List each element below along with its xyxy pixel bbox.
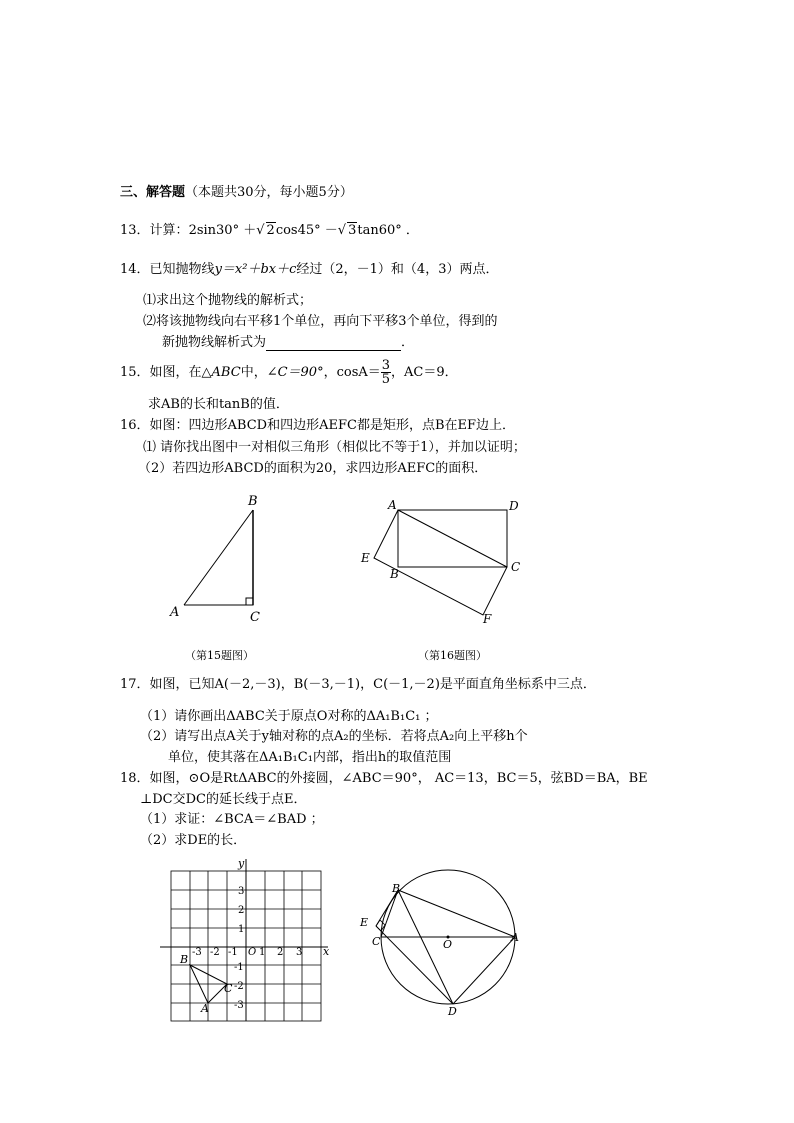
label-a: A (511, 931, 519, 944)
q15-ac: ，AC＝9． (391, 365, 458, 380)
q15-lead: 如图，在△ (149, 365, 212, 380)
q15-cos: ，cosA＝ (323, 365, 381, 380)
q14-points: 经过（2，－1）和（4，3）两点． (296, 262, 499, 277)
origin-label: O (248, 947, 257, 958)
label-b: B (392, 882, 401, 895)
label-e: E (360, 916, 369, 929)
q14-part3-end: ． (401, 335, 415, 350)
chord-ba (398, 890, 515, 937)
fraction-denominator: 5 (381, 372, 391, 387)
circle-figure (358, 868, 528, 1018)
q13-lead: 计算： (149, 223, 189, 238)
q18-part1: （1）求证：∠BCA＝∠BAD ； (140, 812, 324, 827)
label-a: A (388, 498, 397, 512)
x-tick: 2 (277, 947, 284, 958)
q16-part2: （2）若四边形ABCD的面积为20，求四边形AEFC的面积． (138, 461, 488, 476)
label-c: C (511, 560, 521, 574)
q18-line1: 如图，⊙O是RtΔABC的外接圆，∠ABC＝90°， AC＝13，BC＝5，弦BD＝BA，BE (149, 771, 648, 786)
label-e: E (361, 551, 370, 565)
q14-part3 (162, 335, 414, 351)
question-15 (120, 358, 458, 388)
figure-16-caption: （第16题图） (418, 649, 487, 662)
q13-term2: cos45° (275, 223, 321, 238)
question-17 (120, 677, 596, 693)
q14-part2: ⑵将该抛物线向右平移1个单位，再向下平移3个单位，得到的 (143, 314, 498, 329)
x-tick: -2 (210, 947, 220, 958)
q14-part1: ⑴求出这个抛物线的解析式； (143, 293, 313, 308)
q14-function: y＝x²＋bx＋c (214, 262, 297, 277)
q16-number: 16． (120, 418, 150, 433)
answer-blank[interactable] (266, 337, 401, 351)
q15-angle: C＝90° (277, 365, 324, 380)
x-tick: -3 (192, 947, 202, 958)
question-16 (120, 418, 515, 434)
q16-part1: ⑴ 请你找出图中一对相似三角形（相似比不等于1），并加以证明； (143, 440, 526, 455)
figure-15-caption: （第15题图） (185, 649, 254, 662)
question-14 (120, 262, 498, 278)
q17-part3: 单位，使其落在ΔA₁B₁C₁内部，指出h的取值范围 (168, 750, 452, 765)
q13-number: 13． (120, 223, 150, 238)
q17-number: 17． (120, 677, 150, 692)
y-tick: -3 (234, 1000, 244, 1011)
q13-sqrt2: 2 (266, 223, 275, 238)
q13-end: ． (405, 223, 419, 238)
coordinate-grid (158, 855, 338, 1027)
x-tick: 3 (296, 947, 303, 958)
q15-number: 15． (120, 365, 150, 380)
q13-term3: tan60° (357, 223, 402, 238)
q15-triangle: ABC (211, 365, 241, 380)
point-a-label: A (201, 1002, 209, 1015)
q18-part2: （2）求DE的长． (140, 833, 247, 848)
q16-line1: 如图：四边形ABCD和四边形AEFC都是矩形，点B在EF边上． (149, 418, 516, 433)
y-axis-label: y (238, 857, 245, 870)
fraction-numerator: 3 (381, 358, 391, 373)
question-13: 13．计算：2sin30° ＋√ 2cos45° －√ 3tan60° ． (120, 223, 419, 238)
label-o: O (443, 938, 453, 951)
fraction-3-5 (381, 359, 391, 386)
label-d: D (509, 499, 519, 513)
figure-15 (160, 490, 280, 625)
q14-part3-text: 新抛物线解析式为 (162, 335, 267, 350)
section-note: （本题共30分，每小题5分） (185, 185, 353, 200)
rect-aefc (374, 510, 507, 615)
label-c: C (250, 610, 260, 625)
q14-number: 14． (120, 262, 150, 277)
y-tick: -1 (234, 962, 244, 973)
label-b: B (390, 567, 399, 581)
x-tick: -1 (228, 947, 238, 958)
y-tick: -2 (234, 981, 244, 992)
label-b: B (248, 494, 258, 509)
q18-number: 18． (120, 771, 150, 786)
q15-mid: 中，∠ (240, 365, 278, 380)
q18-line2: ⊥DC交DC的延长线于点E． (140, 792, 307, 807)
section-heading (120, 185, 353, 201)
y-tick: 2 (238, 905, 245, 916)
question-18 (120, 771, 648, 787)
section-title: 三、解答题 (120, 185, 186, 200)
q14-lead: 已知抛物线 (149, 262, 215, 277)
y-tick: 3 (238, 886, 245, 897)
q13-sqrt3: 3 (348, 223, 357, 238)
y-tick: 1 (238, 924, 245, 935)
label-a: A (170, 605, 180, 620)
label-d: D (448, 1005, 457, 1018)
q13-plus: ＋ (243, 223, 257, 238)
label-c: C (372, 935, 381, 948)
q17-line1: 如图，已知A(－2,－3)，B(－3,－1)，C(－1,－2)是平面直角坐标系中三点． (149, 677, 596, 692)
point-c-label: C (224, 982, 233, 995)
point-b-label: B (180, 953, 189, 966)
q13-term1: 2sin30° (188, 223, 240, 238)
side-ab (184, 510, 253, 605)
x-axis-label: x (323, 945, 330, 958)
q13-minus: － (324, 223, 338, 238)
q15-line2: 求AB的长和tanB的值． (148, 397, 289, 412)
label-f: F (483, 612, 492, 626)
figure-16 (355, 492, 535, 630)
right-angle-mark (246, 598, 253, 605)
q17-part1: （1）请你画出ΔABC关于原点O对称的ΔA₁B₁C₁ ； (140, 709, 438, 724)
x-tick: 1 (259, 947, 266, 958)
q17-part2: （2）请写出点A关于y轴对称的点A₂的坐标．若将点A₂向上平移h个 (140, 729, 528, 744)
